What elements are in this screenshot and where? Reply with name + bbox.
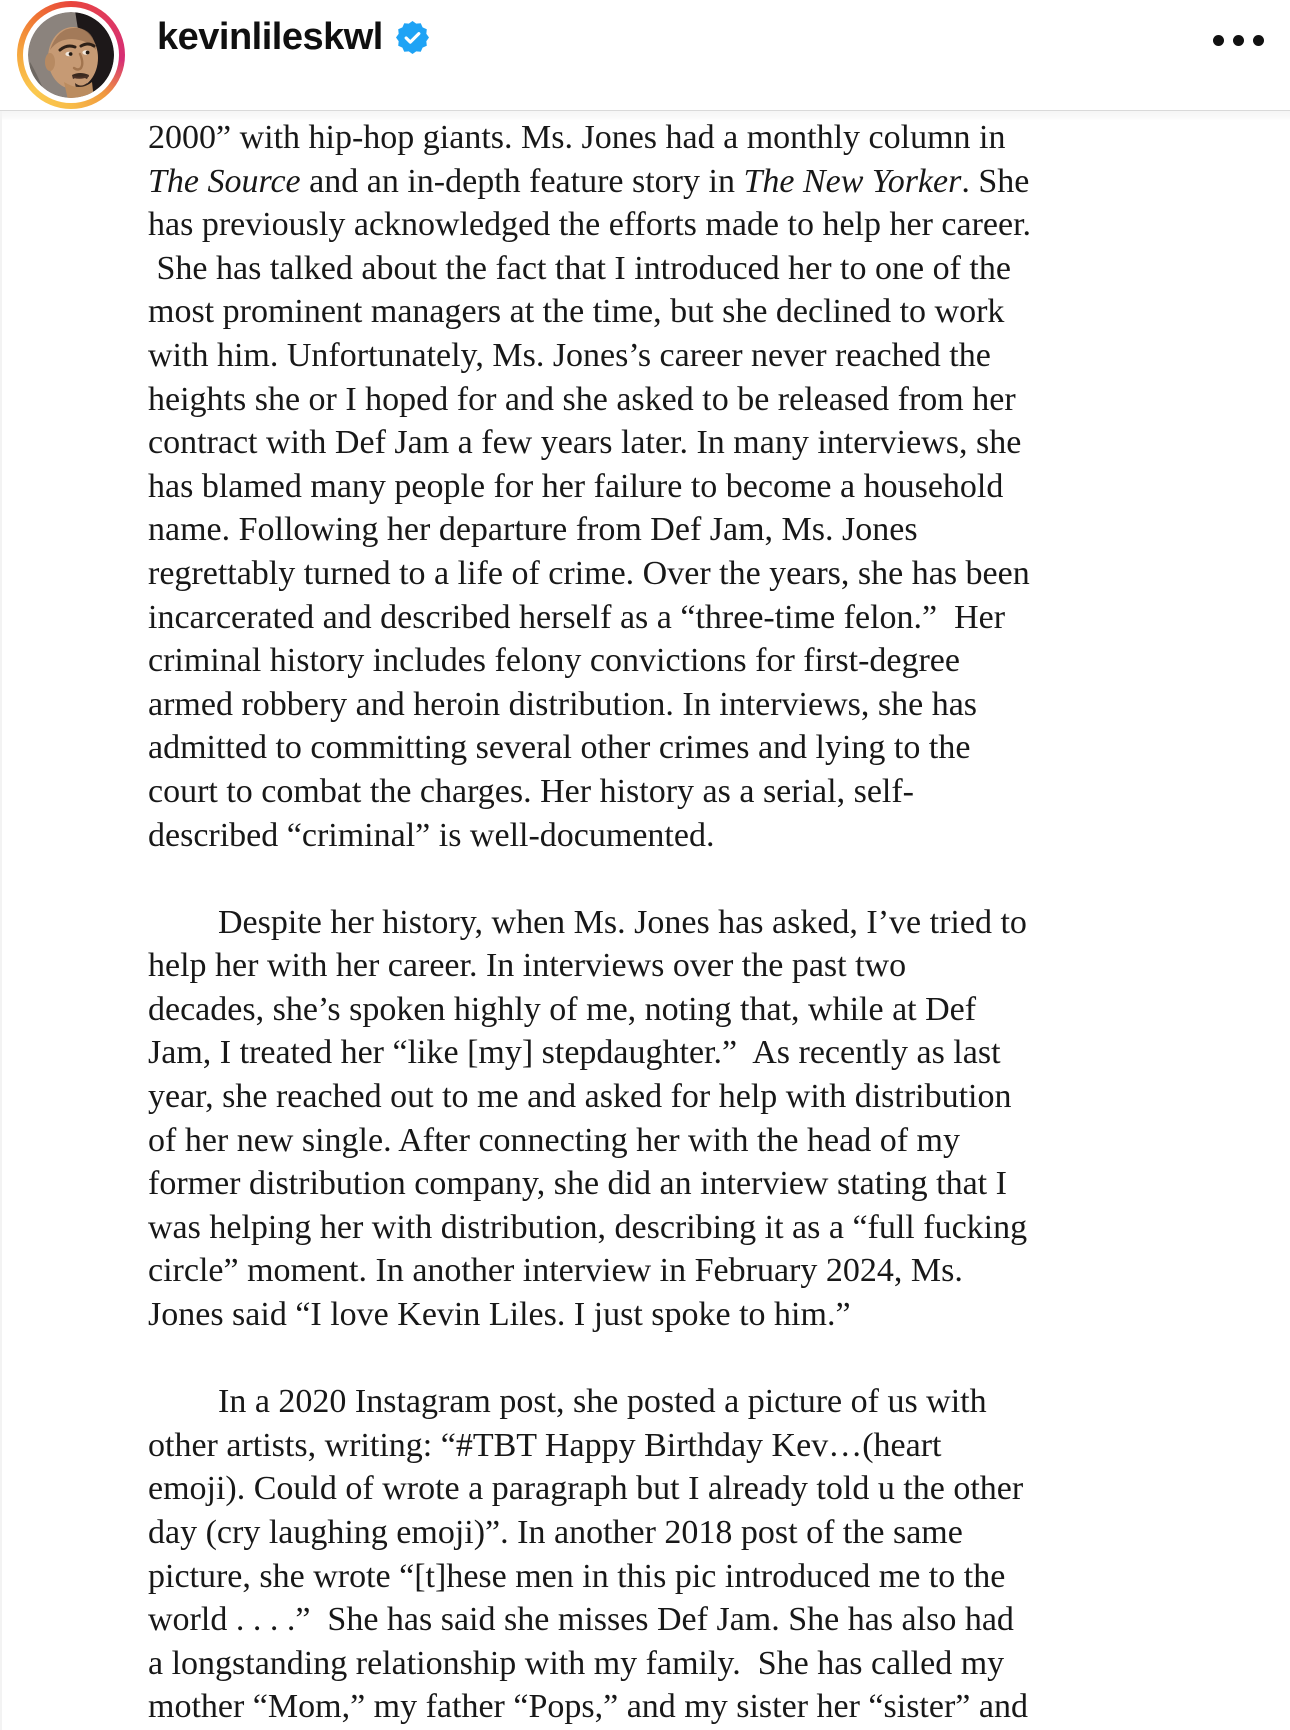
document-line: admitted to committing several other crimes and lying to the — [148, 729, 971, 767]
document-line: armed robbery and heroin distribution. In interviews, she has — [148, 685, 978, 723]
document-line: circle” moment. In another interview in February 2024, Ms. — [148, 1252, 963, 1290]
document-line: criminal history includes felony convictions for first-degree — [148, 642, 960, 680]
document-line: incarcerated and described herself as a “three-time felon.” Her — [148, 598, 1006, 636]
document-line: help her with her career. In interviews over the past two — [148, 947, 907, 985]
document-line: name. Following her departure from Def Jam, Ms. Jones — [148, 511, 918, 549]
ellipsis-dot — [1253, 35, 1264, 46]
document-line: regrettably turned to a life of crime. Over the years, she has been — [148, 554, 1030, 592]
document-line: of her new single. After connecting her with the head of my — [148, 1121, 960, 1159]
paragraph — [148, 116, 1250, 857]
document-line: She has talked about the fact that I introduced her to one of the — [148, 249, 1011, 287]
verified-badge-icon — [396, 21, 429, 54]
document-line: In a 2020 Instagram post, she posted a picture of us with — [218, 1383, 987, 1421]
ellipsis-dot — [1213, 35, 1224, 46]
document-line: described “criminal” is well-documented. — [148, 816, 715, 854]
document-line: mother “Mom,” my father “Pops,” and my sister her “sister” and — [148, 1688, 1028, 1726]
document-line: Despite her history, when Ms. Jones has asked, I’ve tried to — [218, 903, 1027, 941]
document-line: 2000” with hip-hop giants. Ms. Jones had a monthly column in — [148, 119, 1006, 156]
document-line: emoji). Could of wrote a paragraph but I already told u the other — [148, 1470, 1024, 1508]
ellipsis-dot — [1233, 35, 1244, 46]
document-line: with him. Unfortunately, Ms. Jones’s career never reached the — [148, 336, 991, 374]
document-line: decades, she’s spoken highly of me, noting that, while at Def — [148, 990, 977, 1028]
document-line: court to combat the charges. Her history as a serial, self- — [148, 772, 914, 810]
document-line: picture, she wrote “[t]hese men in this pic introduced me to the — [148, 1557, 1006, 1595]
document-line: world . . . .” She has said she misses Def Jam. She has also had — [148, 1601, 1014, 1639]
document-line: most prominent managers at the time, but she declined to work — [148, 293, 1005, 331]
document-line: year, she reached out to me and asked for help with distribution — [148, 1078, 1012, 1116]
document-line: The Source and an in-depth feature story in The New Yorker. She — [148, 162, 1030, 200]
document-line: was helping her with distribution, describing it as a “full fucking — [148, 1208, 1028, 1246]
document-line: day (cry laughing emoji)”. In another 2018 post of the same — [148, 1514, 963, 1551]
document-line: has blamed many people for her failure to become a household — [148, 467, 1004, 505]
profile-name-row — [157, 13, 429, 61]
paragraph — [148, 901, 1250, 1337]
document-line: has previously acknowledged the efforts made to help her career. — [148, 206, 1032, 244]
document-text — [148, 116, 1250, 1729]
document-line: Jam, I treated her “like [my] stepdaughter.” As recently as last — [148, 1034, 1001, 1072]
document-line: former distribution company, she did an interview stating that I — [148, 1165, 1007, 1203]
profile-photo — [28, 12, 114, 98]
document-line: Jones said “I love Kevin Liles. I just spoke to him.” — [148, 1296, 851, 1334]
avatar-ring-gap — [23, 7, 119, 103]
post-image[interactable] — [0, 110, 1290, 1730]
paragraph — [148, 1380, 1250, 1729]
profile-avatar[interactable] — [17, 1, 125, 109]
username-link[interactable]: kevinlileskwl — [157, 16, 383, 58]
document-line: contract with Def Jam a few years later. In many interviews, she — [148, 424, 1022, 462]
document-line: heights she or I hoped for and she asked to be released from her — [148, 380, 1016, 418]
more-options-button[interactable] — [1186, 18, 1272, 62]
document-line: a longstanding relationship with my family. She has called my — [148, 1644, 1005, 1682]
document-line: other artists, writing: “#TBT Happy Birthday Kev…(heart — [148, 1426, 942, 1464]
post-header — [0, 0, 1290, 110]
